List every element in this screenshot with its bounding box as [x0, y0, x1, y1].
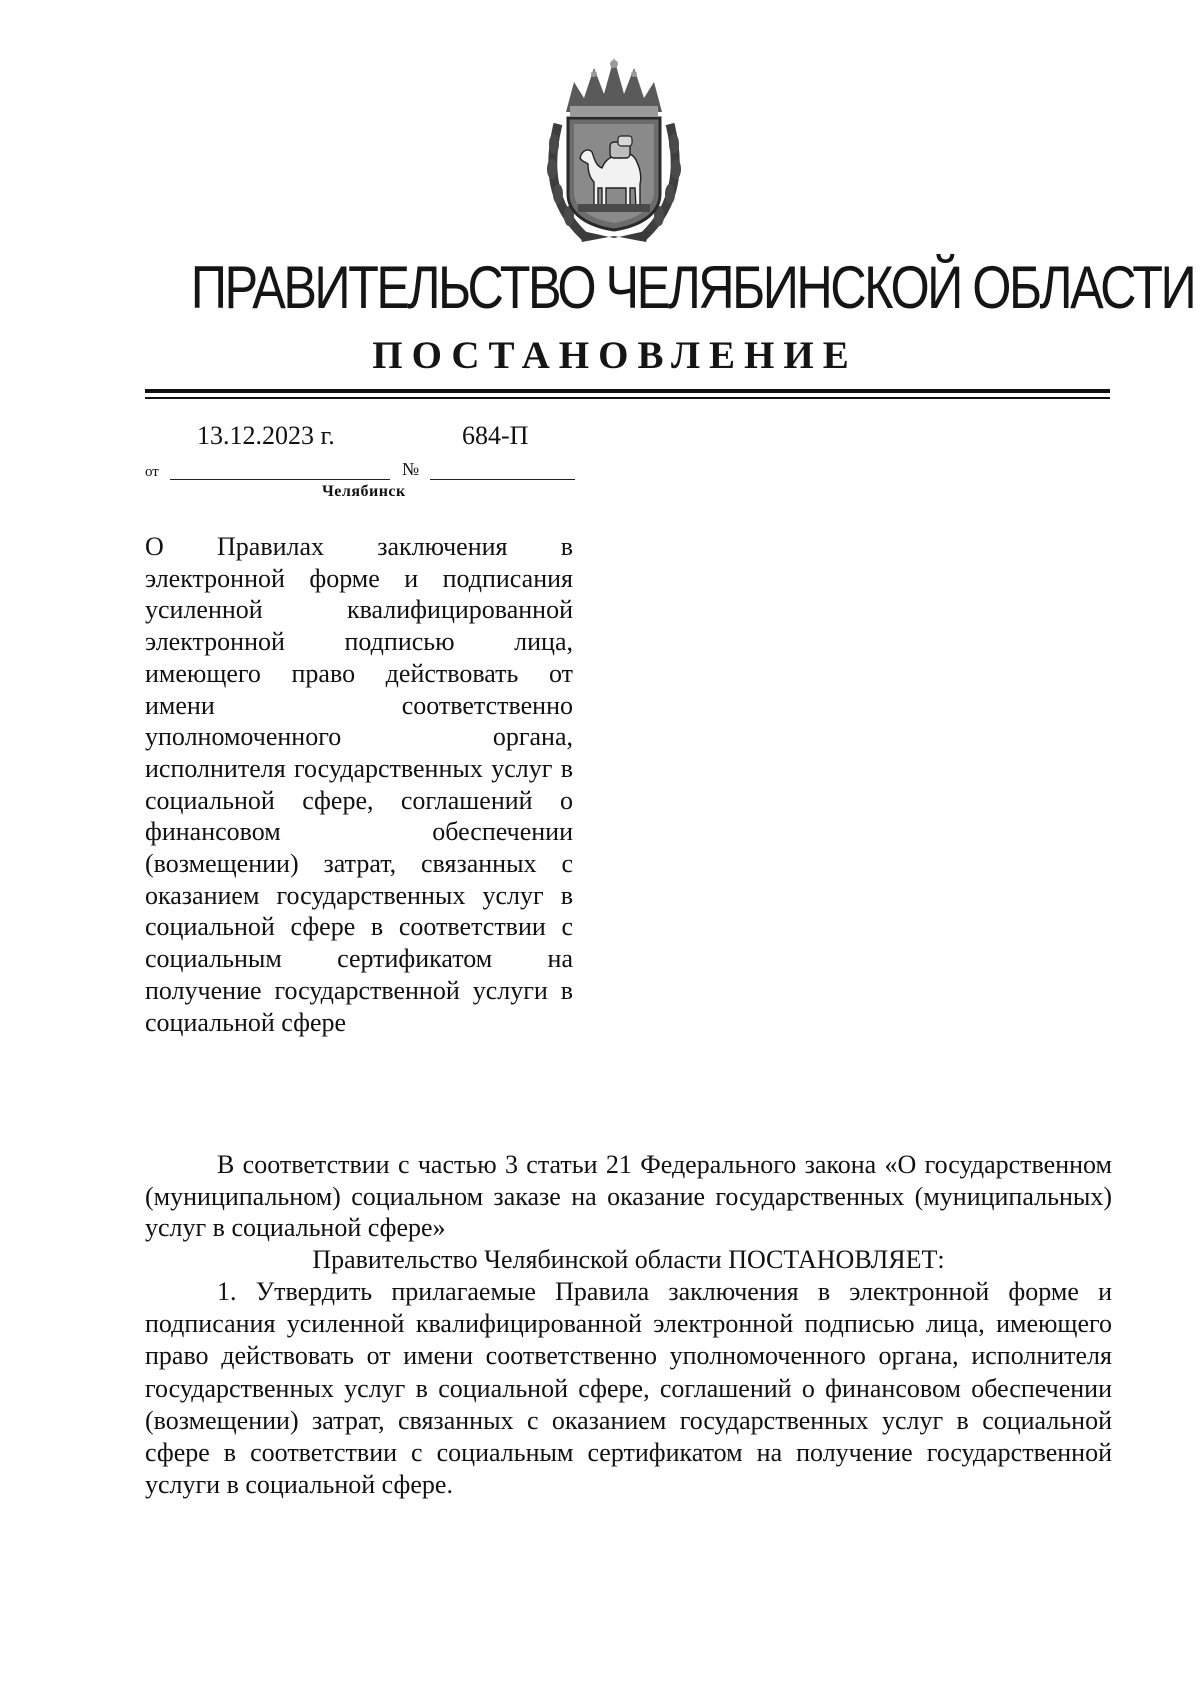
header-divider-thick [145, 389, 1110, 393]
preamble-paragraph: В соответствии с частью 3 статьи 21 Федерального закона «О государственном (муниципальном) социальном заказе на оказание государственных (муниципальных) услуг в социальной сфере» [145, 1150, 1112, 1242]
date-underline [170, 479, 390, 480]
document-date: 13.12.2023 г. [197, 421, 335, 450]
header-divider-thin [145, 397, 1110, 399]
resolution-item-1: 1. Утвердить прилагаемые Правила заключения в электронной форме и подписания усиленной квалифицированной электронной подписью лица, имеющего право действовать от имени соответственно уполномоченного органа, исполнителя государственных услуг в социальной сфере, соглашений о финансовом обеспечении (возмещении) затрат, связанных с оказанием государственных услуг в социальной сфере в соответствии с социальным сертификатом на получение государственной услуги в социальной сфере. [145, 1277, 1112, 1500]
document-type: ПОСТАНОВЛЕНИЕ [372, 334, 858, 377]
document-number: 684-П [462, 421, 529, 450]
government-title: ПРАВИТЕЛЬСТВО ЧЕЛЯБИНСКОЙ ОБЛАСТИ [190, 254, 1195, 321]
date-label: от [145, 464, 159, 480]
city-name: Челябинск [322, 483, 406, 500]
number-underline [430, 479, 575, 480]
chelyabinsk-region-coat-of-arms-icon [544, 54, 684, 244]
document-subject: О Правилах заключения в электронной форме и подписания усиленной квалифицированной электронной подписью лица, имеющего право действовать от имени соответственно уполномоченного органа, исполнителя государственных услуг в социальной сфере, соглашений о финансовом обеспечении (возмещении) затрат, связанных с оказанием государственных услуг в социальной сфере в соответствии с социальным сертификатом на получение государственной услуги в социальной сфере [145, 532, 573, 1037]
number-label: № [402, 459, 420, 479]
resolution-statement: Правительство Челябинской области ПОСТАНОВЛЯЕТ: [312, 1245, 945, 1274]
